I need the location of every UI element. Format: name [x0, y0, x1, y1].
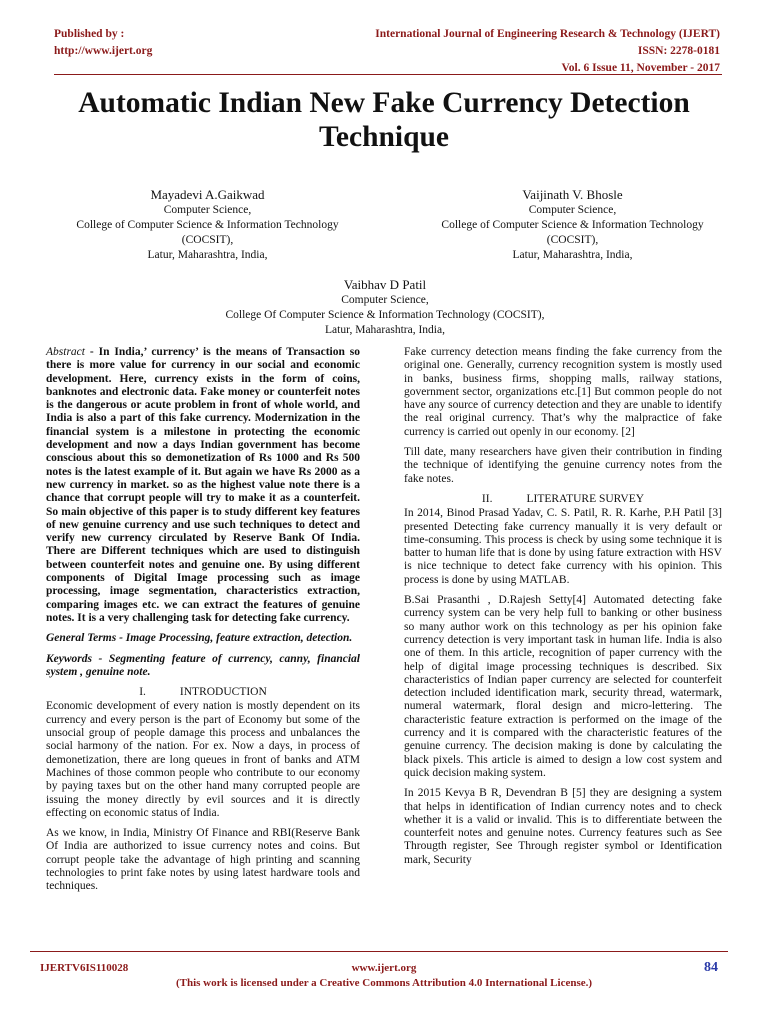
- right-column: [404, 346, 722, 874]
- general-terms-text: - Image Processing, feature extraction, detection.: [116, 632, 353, 645]
- volume-issue: Vol. 6 Issue 11, November - 2017: [561, 62, 720, 74]
- author-college: College of Computer Science & Information Technology: [441, 219, 704, 231]
- author-college-abbr: (COCSIT),: [181, 234, 234, 246]
- paper-title: Automatic Indian New Fake Currency Detection Technique: [78, 87, 690, 153]
- author-name: Vaibhav D Patil: [343, 277, 427, 292]
- abstract-dash: -: [84, 346, 99, 358]
- abstract: [46, 346, 360, 625]
- published-by: Published by :: [54, 28, 125, 40]
- left-column: [46, 346, 360, 901]
- body-paragraph: As we know, in India, Ministry Of Finance and RBI(Reserve Bank Of India are authorized to issue currency notes and coins. But corrupt people take the advantage of high printing and scanning technologies to print fake notes by using latest hardware tools and techniques.: [46, 827, 360, 893]
- body-paragraph: B.Sai Prasanthi , D.Rajesh Setty[4] Automated detecting fake currency system can be very help full to banking or other business so many author work on this technology as per his opinion fake currency detection is very important task in human life. India is also one of them. In this article, recognition of paper currency with the help of digital image processing techniques is described. Six characteristics of Indian paper currency are selected for counterfeit detection included identification mark, security thread, watermark, numeral watermark, floral design and micro-lettering. The characteristic feature extraction is performed on the image of the currency and it is compared with the characteristic features of the genuine currency. The decision making is done by calculating the black pixels. This article is aimed to design a low cost system and quick decision making system.: [404, 594, 722, 779]
- section-heading-literature-survey: [404, 493, 722, 506]
- general-terms-label: General Terms: [46, 632, 117, 645]
- journal-info-block: [375, 26, 720, 77]
- author-dept: Computer Science,: [163, 204, 252, 216]
- publisher-block: [54, 26, 152, 60]
- header-divider: [54, 74, 722, 75]
- footer-url-link[interactable]: www.ijert.org: [351, 962, 417, 974]
- general-terms: [46, 632, 360, 645]
- section-number: II.: [481, 492, 493, 505]
- author-dept: Computer Science,: [341, 294, 429, 306]
- issn: ISSN: 2278-0181: [637, 45, 720, 57]
- author-location: Latur, Maharashtra, India,: [147, 249, 268, 261]
- author-college: College Of Computer Science & Information Technology (COCSIT),: [225, 309, 545, 321]
- journal-url-link[interactable]: http://www.ijert.org: [54, 45, 153, 57]
- paper-id: IJERTV6IS110028: [40, 962, 129, 974]
- abstract-label: Abstract: [46, 346, 85, 358]
- abstract-text: In India,’ currency’ is the means of Transaction so there is more value for currency in our social and economic development. Here, currency exists in the form of coins, banknotes and electronic data. Fake money or counterfeit notes is the dangerous or acute problem in front of whole world, and India is also a part of this fake currency. Modernization in the financial system is a milestone in protecting the economic development and now a days Indian government has become conscious about this so demonetization of Rs 1000 and Rs 500 notes is the latest example of it. But again we have Rs 2000 as a new currency in market. so as the highest value note there is a chance that corrupt people will try to make it as a counterfeit. So main objective of this paper is to study different key features of new genuine currency and use such techniques to detect and verify new currency circulated by Reserve Bank Of India. There are Different techniques which are used to distinguish between counterfeit notes and genuine one. By using different components of Digital Image processing such as image processing, image segmentation, characteristics extraction, comparing images etc. we can extract the features of genuine notes. It is a very challenging task for detecting fake currency.: [46, 346, 360, 624]
- author-block-2: [400, 187, 745, 263]
- author-block-3: [160, 277, 610, 338]
- author-name: Vaijinath V. Bhosle: [522, 187, 623, 202]
- page-number: 84: [704, 960, 718, 975]
- author-dept: Computer Science,: [528, 204, 617, 216]
- body-paragraph: Fake currency detection means finding the fake currency from the original one. Generally, currency recognition system is mostly used in banks, business firms, shopping malls, railway stations, government sector, organizations etc.[1] But common people do not have any source of currency detection and they are unable to identify the real original currency. That’s why the malpractice of fake currency is carried out openly in our economy. [2]: [404, 346, 722, 438]
- journal-name: International Journal of Engineering Research & Technology (IJERT): [375, 28, 720, 40]
- body-paragraph: In 2015 Kevya B R, Devendran B [5] they are designing a system that helps in identification of Indian currency notes and to check whether it is a valid or invalid. This is to differentiate between the counterfeit notes and genuine notes. Currency features such as See Througth register, See Through register symbol or Identification mark, Security: [404, 787, 722, 866]
- author-location: Latur, Maharashtra, India,: [512, 249, 633, 261]
- section-heading-introduction: [46, 686, 360, 699]
- section-title: INTRODUCTION: [179, 686, 267, 699]
- author-name: Mayadevi A.Gaikwad: [150, 187, 265, 202]
- body-paragraph: In 2014, Binod Prasad Yadav, C. S. Patil, R. R. Karhe, P.H Patil [3] presented Detecting fake currency manually it is very default or time-consuming. This process is check by using some technique it is batter to human life that is done by using fature extraction with HSV is nice technique to detect fake currency with his opinion. This process is done by using MATLAB.: [404, 507, 722, 586]
- author-college: College of Computer Science & Information Technology: [76, 219, 339, 231]
- section-title: LITERATURE SURVEY: [526, 492, 645, 505]
- author-college-abbr: (COCSIT),: [546, 234, 599, 246]
- body-paragraph: Economic development of every nation is mostly dependent on its currency and every person is the part of Economy but some of the unsocial group of people damage this process and unbalances the social harmony of the nation. For ex. Now a days, in process of demonetization, there are long queues in front of banks and ATM Machines of those common people who contribute to our economy by paying taxes but on the other hand many corrupted people are issuing the money directly by evil sources and it is directly effecting on economic status of India.: [46, 700, 360, 819]
- body-paragraph: Till date, many researchers have given their contribution in finding the technique of identifying the genuine currency notes from the fake notes.: [404, 446, 722, 485]
- author-block-1: [40, 187, 375, 263]
- keywords-label: Keywords: [46, 652, 92, 665]
- license-notice: (This work is licensed under a Creative Commons Attribution 4.0 International License.): [175, 977, 593, 989]
- footer-divider: [30, 951, 728, 952]
- section-number: I.: [139, 686, 146, 699]
- author-location: Latur, Maharashtra, India,: [325, 324, 445, 336]
- keywords: [46, 653, 360, 680]
- keywords-text: - Segmenting feature of currency, canny, financial system , genuine note.: [46, 652, 360, 678]
